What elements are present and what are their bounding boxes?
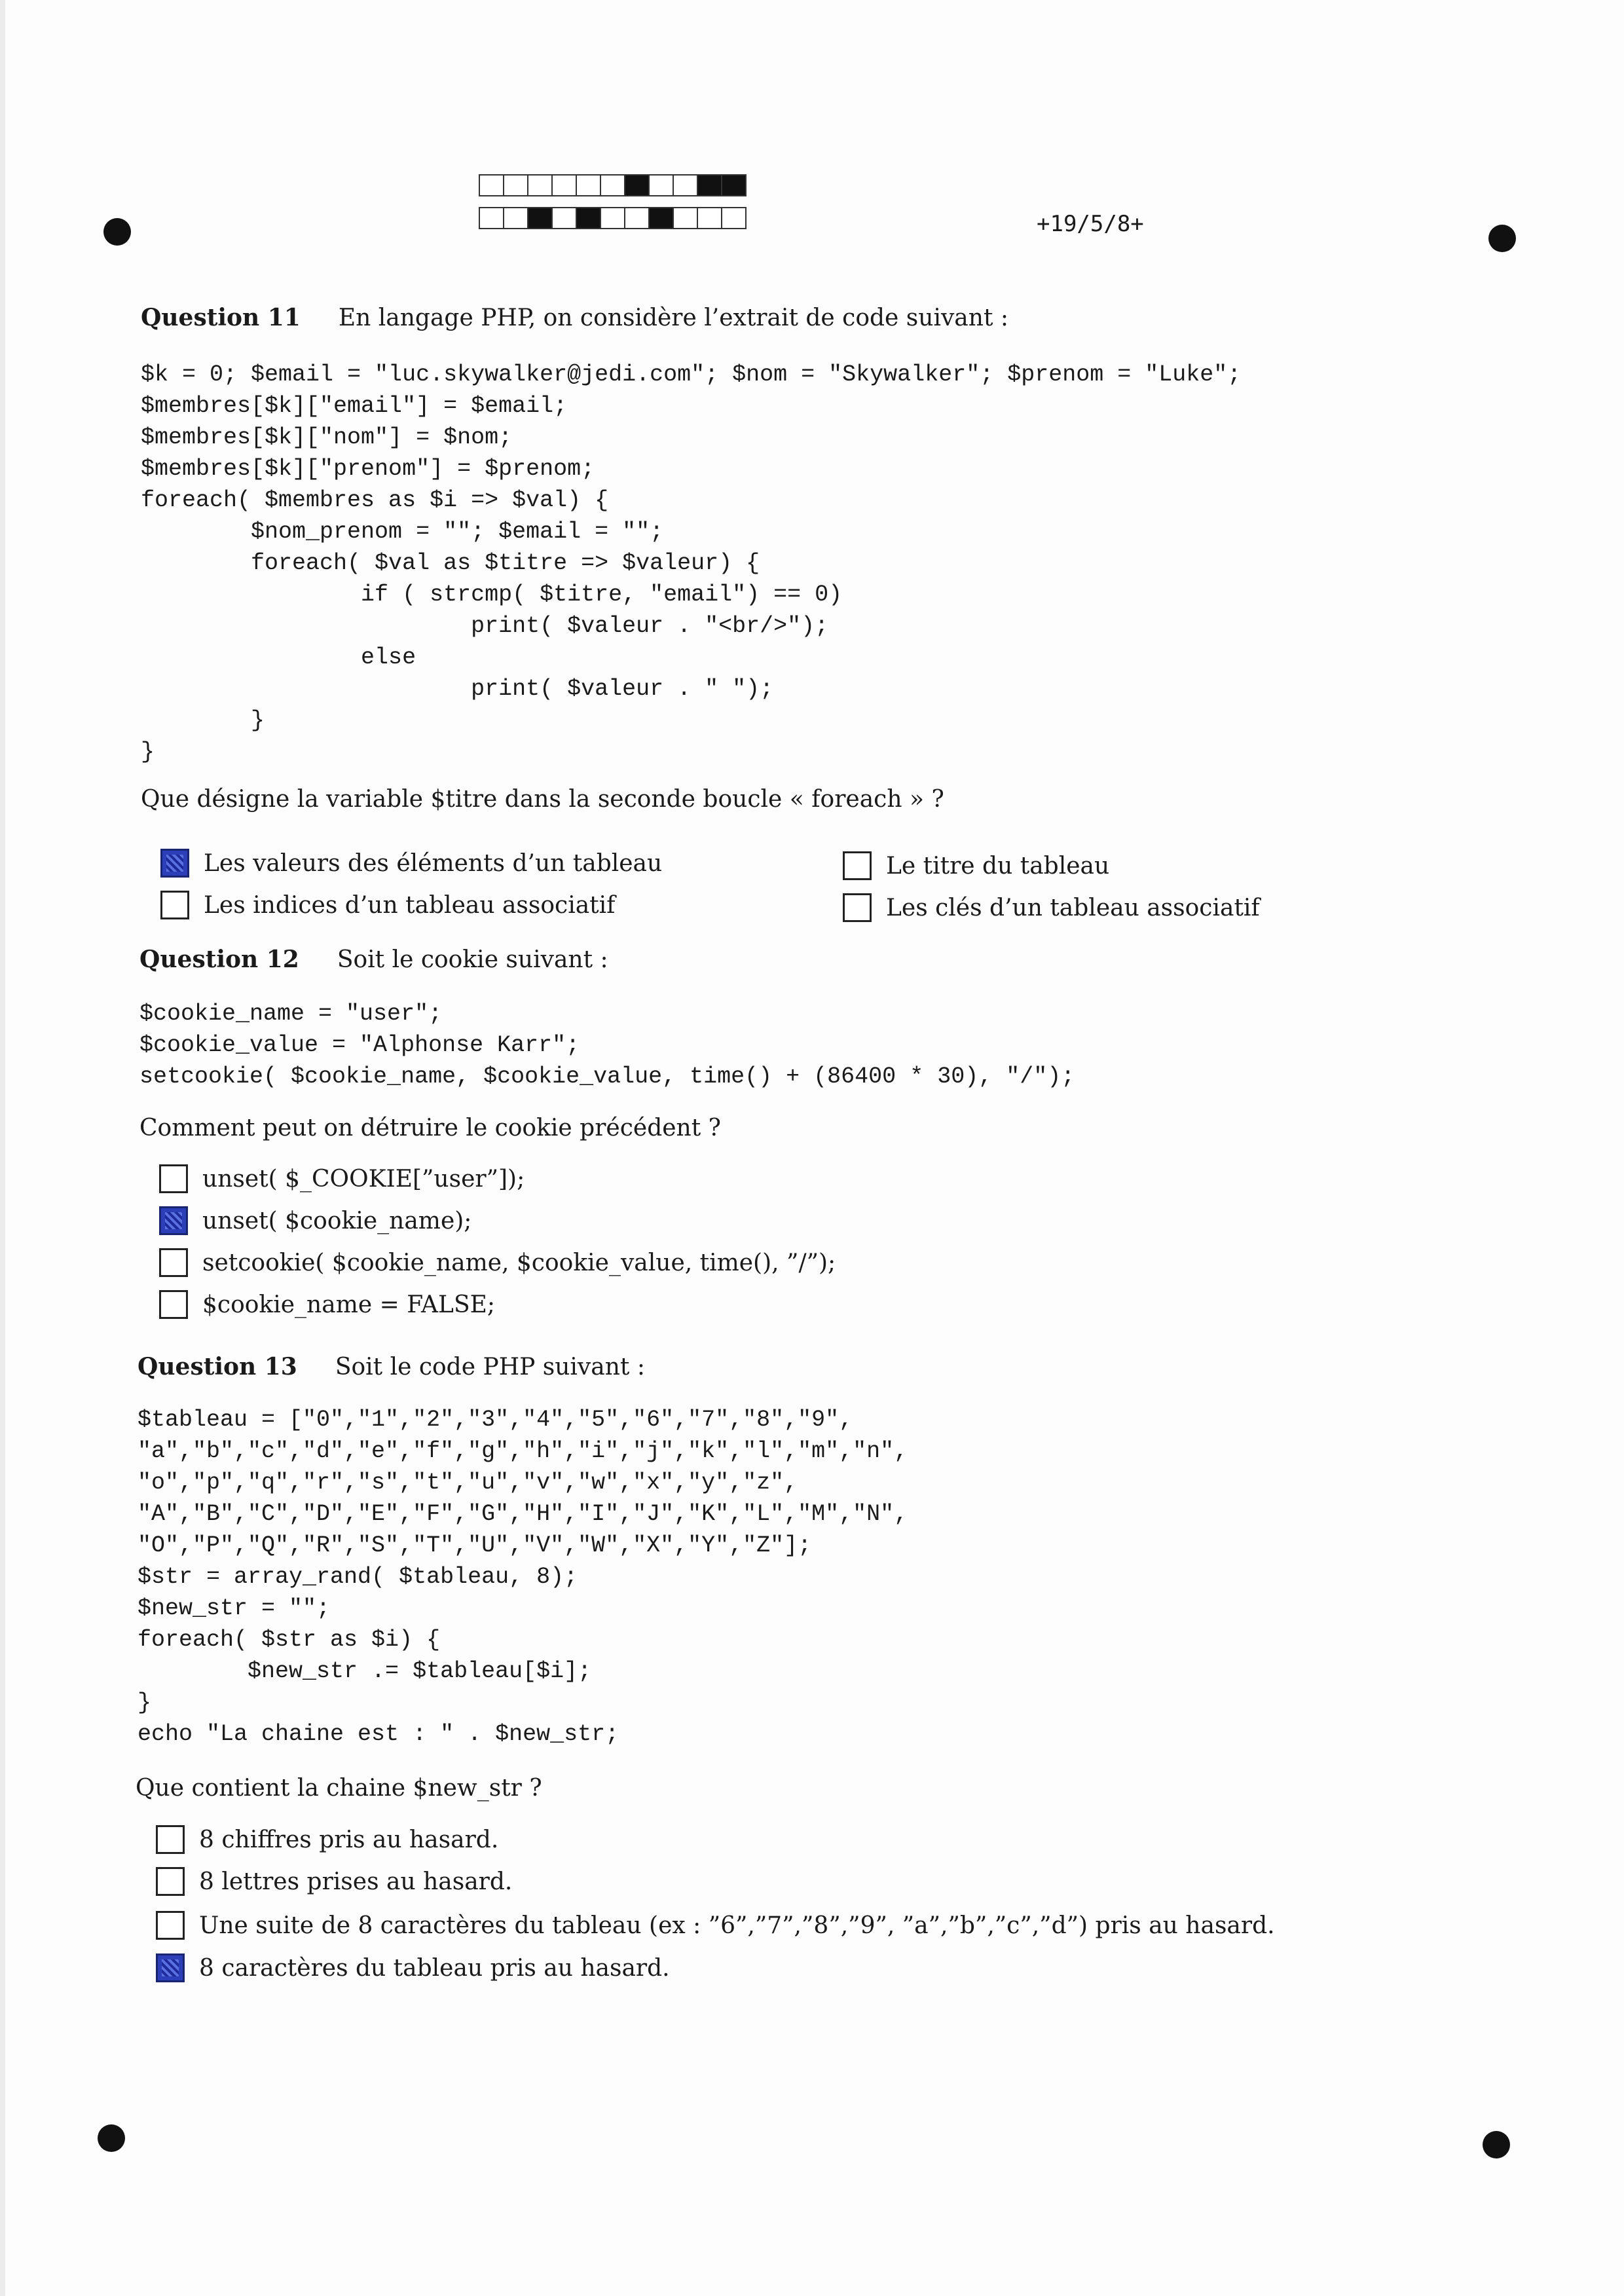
checkbox[interactable] bbox=[159, 1164, 188, 1193]
answer-text: Les indices d’un tableau associatif bbox=[204, 891, 616, 919]
barcode-cell-empty bbox=[551, 174, 577, 196]
barcode-cell-filled bbox=[721, 174, 747, 196]
checkbox[interactable] bbox=[159, 1290, 188, 1319]
barcode-cell-empty bbox=[673, 207, 698, 229]
barcode-cell-empty bbox=[503, 207, 528, 229]
checkbox-checked[interactable] bbox=[159, 1206, 188, 1235]
answer-option[interactable] bbox=[160, 891, 616, 919]
checkbox-checked[interactable] bbox=[160, 849, 189, 878]
answer-option[interactable] bbox=[156, 1911, 1275, 1940]
barcode-cell-empty bbox=[624, 207, 650, 229]
answer-text: unset( $_COOKIE[”user”]); bbox=[202, 1165, 525, 1193]
answer-text: $cookie_name = FALSE; bbox=[202, 1291, 496, 1318]
barcode-cell-empty bbox=[479, 207, 504, 229]
answer-option[interactable] bbox=[843, 893, 1260, 922]
answer-option[interactable] bbox=[159, 1248, 836, 1277]
question-label: Question 13 bbox=[138, 1353, 297, 1380]
answer-text: Les clés d’un tableau associatif bbox=[886, 894, 1260, 921]
question-13-header bbox=[138, 1353, 645, 1380]
question-prompt: Que désigne la variable $titre dans la seconde boucle « foreach » ? bbox=[141, 786, 944, 813]
answer-option[interactable] bbox=[156, 1867, 512, 1896]
barcode-row-1 bbox=[479, 174, 745, 196]
answer-option[interactable] bbox=[159, 1206, 471, 1235]
checkbox[interactable] bbox=[159, 1248, 188, 1277]
page-edge bbox=[0, 0, 5, 2296]
answer-text: Le titre du tableau bbox=[886, 852, 1110, 880]
checkbox[interactable] bbox=[156, 1867, 185, 1896]
answer-text: 8 lettres prises au hasard. bbox=[199, 1868, 513, 1895]
checkbox[interactable] bbox=[843, 851, 872, 880]
checkbox-checked[interactable] bbox=[156, 1953, 185, 1982]
barcode-cell-empty bbox=[673, 174, 698, 196]
barcode-cell-empty bbox=[551, 207, 577, 229]
answer-text: Une suite de 8 caractères du tableau (ex : ”6”,”7”,”8”,”9”, ”a”,”b”,”c”,”d”) pris au hasard. bbox=[199, 1912, 1275, 1939]
answer-option[interactable] bbox=[159, 1290, 495, 1319]
question-intro: En langage PHP, on considère l’extrait de code suivant : bbox=[338, 305, 1008, 331]
barcode-cell-empty bbox=[648, 174, 674, 196]
registration-mark-top-right bbox=[1488, 225, 1516, 252]
answer-option[interactable] bbox=[156, 1953, 670, 1982]
code-block: $k = 0; $email = "luc.skywalker@jedi.com"; $nom = "Skywalker"; $prenom = "Luke"; $membres[$k]["email"] = $email; $membres[$k]["nom"] = $nom; $membres[$k]["prenom"] = $prenom; foreach( $membres as $i => $val) { $nom_prenom = ""; $email = ""; foreach( $val as $titre => $valeur) { if ( strcmp( $titre, "email") == 0) print( $valeur . "<br/>"); else print( $valeur . " "); } } bbox=[141, 361, 1242, 765]
question-intro: Soit le cookie suivant : bbox=[337, 946, 608, 973]
question-label: Question 12 bbox=[139, 946, 299, 973]
barcode-cell-empty bbox=[479, 174, 504, 196]
code-block: $tableau = ["0","1","2","3","4","5","6","7","8","9", "a","b","c","d","e","f","g","h","i","j","k","l","m","n", "o","p","q","r","s","t","u","v","w","x","y","z", "A","B","C","D","E","F","G","H","I","J","K","L","M","N", "O","P","Q","R","S","T","U","V","W","X","Y","Z"]; $str = array_rand( $tableau, 8); $new_str = ""; foreach( $str as $i) { $new_str .= $tableau[$i]; } echo "La chaine est : " . $new_str; bbox=[138, 1407, 908, 1747]
barcode-cell-empty bbox=[600, 207, 625, 229]
barcode-cell-filled bbox=[648, 207, 674, 229]
answer-option[interactable] bbox=[159, 1164, 525, 1193]
page-id: +19/5/8+ bbox=[1037, 211, 1144, 237]
barcode-cell-filled bbox=[576, 207, 601, 229]
answer-text: unset( $cookie_name); bbox=[202, 1207, 472, 1234]
checkbox[interactable] bbox=[156, 1825, 185, 1854]
registration-mark-bottom-right bbox=[1483, 2131, 1510, 2158]
question-11-header bbox=[141, 304, 1008, 331]
barcode-row-2 bbox=[479, 207, 745, 229]
answer-text: 8 chiffres pris au hasard. bbox=[199, 1826, 499, 1853]
answer-option[interactable] bbox=[160, 849, 662, 878]
checkbox[interactable] bbox=[160, 891, 189, 919]
barcode-cell-empty bbox=[697, 207, 722, 229]
barcode-cell-empty bbox=[721, 207, 747, 229]
code-block: $cookie_name = "user"; $cookie_value = "Alphonse Karr"; setcookie( $cookie_name, $cookie_value, time() + (86400 * 30), "/"); bbox=[139, 1001, 1075, 1090]
barcode-cell-empty bbox=[576, 174, 601, 196]
question-intro: Soit le code PHP suivant : bbox=[335, 1354, 645, 1380]
answer-option[interactable] bbox=[156, 1825, 498, 1854]
question-12-header bbox=[139, 946, 608, 973]
question-prompt: Comment peut on détruire le cookie précédent ? bbox=[139, 1115, 721, 1141]
answer-text: setcookie( $cookie_name, $cookie_value, time(), ”/”); bbox=[202, 1249, 836, 1276]
barcode-cell-empty bbox=[600, 174, 625, 196]
question-label: Question 11 bbox=[141, 304, 301, 331]
barcode-cell-empty bbox=[527, 174, 553, 196]
answer-text: Les valeurs des éléments d’un tableau bbox=[204, 849, 663, 877]
answer-option[interactable] bbox=[843, 851, 1109, 880]
barcode-cell-filled bbox=[527, 207, 553, 229]
answer-text: 8 caractères du tableau pris au hasard. bbox=[199, 1954, 670, 1982]
barcode-cell-filled bbox=[624, 174, 650, 196]
registration-mark-bottom-left bbox=[98, 2124, 125, 2152]
question-prompt: Que contient la chaine $new_str ? bbox=[136, 1775, 542, 1802]
registration-mark-top-left bbox=[103, 218, 131, 246]
checkbox[interactable] bbox=[156, 1911, 185, 1940]
barcode-cell-empty bbox=[503, 174, 528, 196]
barcode-cell-filled bbox=[697, 174, 722, 196]
checkbox[interactable] bbox=[843, 893, 872, 922]
